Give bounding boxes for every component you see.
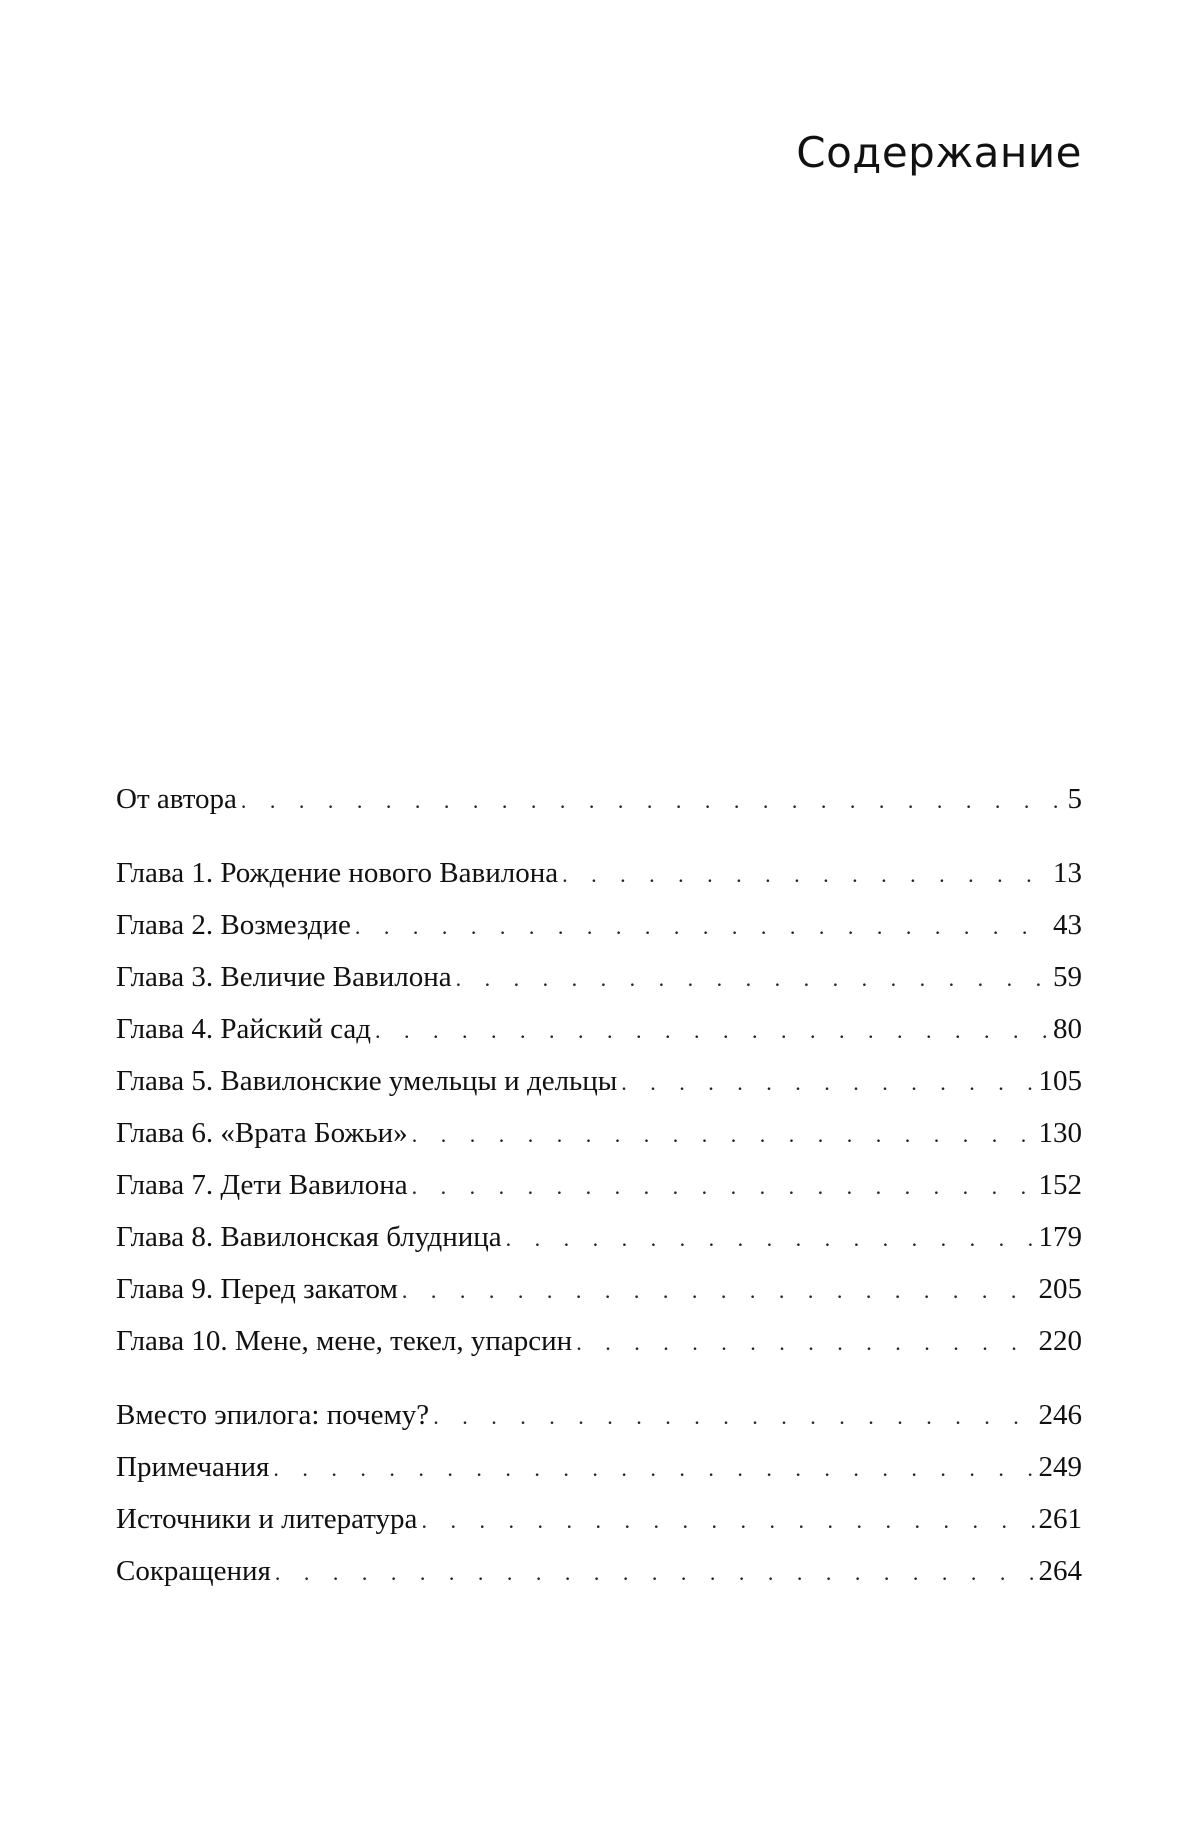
toc-entry[interactable] [116, 1441, 1082, 1493]
toc-entry-page: 59 [1053, 961, 1082, 993]
toc-entry-label: Сокращения [116, 1555, 271, 1587]
toc-entry[interactable] [116, 1055, 1082, 1107]
toc-entry-label: Глава 3. Величие Вавилона [116, 961, 452, 993]
toc-entry-label: От автора [116, 783, 237, 815]
toc-entry-page: 130 [1038, 1117, 1082, 1149]
dot-leader [412, 1161, 1035, 1213]
toc-entry[interactable] [116, 1263, 1082, 1315]
dot-leader [241, 775, 1064, 827]
toc-entry-page: 249 [1038, 1451, 1082, 1483]
toc-entry-page: 205 [1038, 1273, 1082, 1305]
dot-leader [576, 1317, 1034, 1369]
toc-group-chapters [116, 847, 1082, 1367]
toc-entry[interactable] [116, 1107, 1082, 1159]
toc-entry-label: Глава 6. «Врата Божьи» [116, 1117, 408, 1149]
toc-entry[interactable] [116, 899, 1082, 951]
toc-entry-label: Глава 8. Вавилонская блудница [116, 1221, 502, 1253]
toc-entry[interactable] [116, 1159, 1082, 1211]
toc-entry-label: Глава 10. Мене, мене, текел, упарсин [116, 1325, 573, 1357]
toc-entry-page: 179 [1038, 1221, 1082, 1253]
table-of-contents [116, 773, 1082, 1597]
toc-entry[interactable] [116, 1211, 1082, 1263]
toc-group-front-matter [116, 773, 1082, 825]
toc-entry[interactable] [116, 1003, 1082, 1055]
toc-entry-label: Глава 5. Вавилонские умельцы и дельцы [116, 1065, 618, 1097]
dot-leader [621, 1057, 1034, 1109]
dot-leader [421, 1495, 1034, 1547]
toc-entry-page: 246 [1038, 1399, 1082, 1431]
dot-leader [562, 849, 1049, 901]
dot-leader [412, 1109, 1035, 1161]
dot-leader [456, 953, 1049, 1005]
toc-entry-label: Глава 9. Перед закатом [116, 1273, 398, 1305]
dot-leader [433, 1391, 1034, 1443]
toc-entry-label: Вместо эпилога: почему? [116, 1399, 430, 1431]
toc-entry-page: 43 [1053, 909, 1082, 941]
dot-leader [275, 1547, 1035, 1599]
toc-entry-page: 105 [1038, 1065, 1082, 1097]
toc-entry[interactable] [116, 1389, 1082, 1441]
toc-entry-label: Глава 2. Возмездие [116, 909, 351, 941]
toc-entry[interactable] [116, 951, 1082, 1003]
toc-entry-page: 152 [1038, 1169, 1082, 1201]
toc-entry-label: Глава 4. Райский сад [116, 1013, 371, 1045]
toc-entry-page: 13 [1053, 857, 1082, 889]
toc-group-back-matter [116, 1389, 1082, 1597]
dot-leader [402, 1265, 1035, 1317]
toc-entry-page: 5 [1067, 783, 1082, 815]
toc-entry-page: 261 [1038, 1503, 1082, 1535]
toc-entry-page: 220 [1038, 1325, 1082, 1357]
toc-entry-label: Глава 7. Дети Вавилона [116, 1169, 408, 1201]
toc-entry-label: Источники и литература [116, 1503, 418, 1535]
dot-leader [506, 1213, 1035, 1265]
dot-leader [375, 1005, 1049, 1057]
toc-entry-label: Глава 1. Рождение нового Вавилона [116, 857, 559, 889]
toc-entry-page: 264 [1038, 1555, 1082, 1587]
toc-entry[interactable] [116, 1315, 1082, 1367]
toc-entry[interactable] [116, 1545, 1082, 1597]
toc-entry[interactable] [116, 773, 1082, 825]
toc-entry-page: 80 [1053, 1013, 1082, 1045]
toc-entry[interactable] [116, 847, 1082, 899]
dot-leader [355, 901, 1049, 953]
toc-entry[interactable] [116, 1493, 1082, 1545]
page-title: Содержание [796, 128, 1082, 177]
toc-entry-label: Примечания [116, 1451, 270, 1483]
dot-leader [273, 1443, 1034, 1495]
